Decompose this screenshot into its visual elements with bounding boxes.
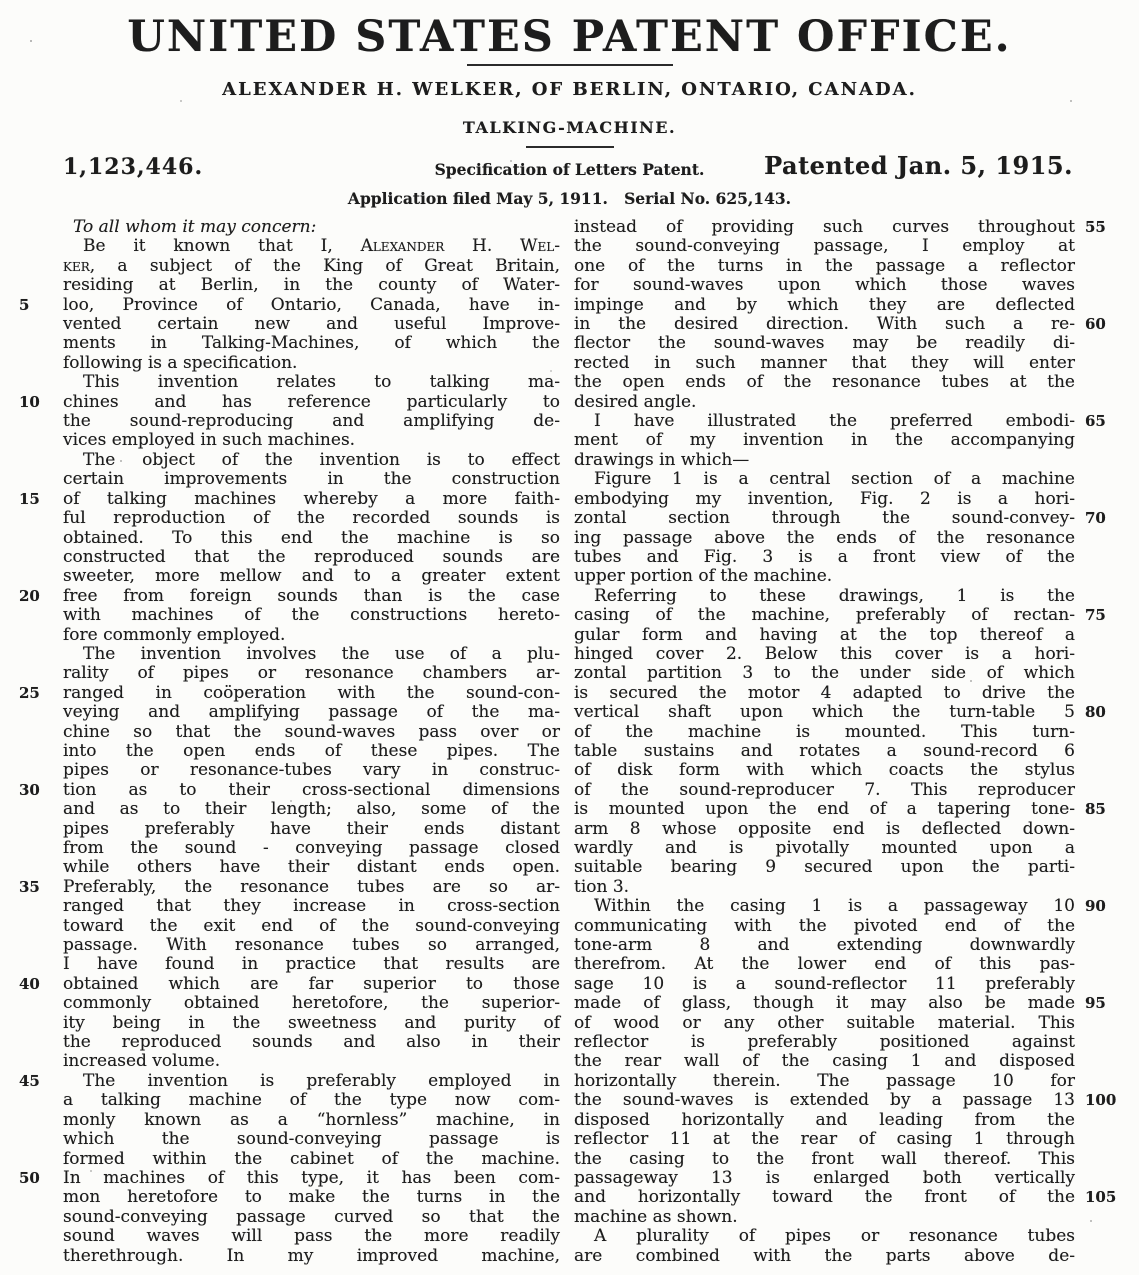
line-number: 60 xyxy=(1085,315,1106,334)
text-line: 30 tion as to their cross-sectional dimensions xyxy=(19,779,560,800)
text-line: from the sound - conveying passage closed xyxy=(63,838,560,858)
text-line: reflector is preferably positioned against xyxy=(574,1032,1075,1053)
line-number: 50 xyxy=(19,1168,40,1187)
text-line: with machines of the constructions hereto- xyxy=(63,605,560,626)
text-line: rality of pipes or resonance chambers ar- xyxy=(63,663,560,684)
text-line: the casing to the front wall thereof. This xyxy=(574,1148,1075,1169)
line-number: 20 xyxy=(19,586,40,605)
text-line: monly known as a “hornless” machine, in xyxy=(63,1109,560,1130)
text-line: sweeter, more mellow and to a greater extent xyxy=(63,566,560,587)
text-line: 45 The invention is preferably employed in xyxy=(19,1070,560,1091)
line-number: 30 xyxy=(19,780,40,799)
text-line: therethrough. In my improved machine, xyxy=(63,1245,560,1266)
text-line: for sound-waves upon which those waves xyxy=(574,275,1075,296)
text-line: 35 Preferably, the resonance tubes are so ar- xyxy=(19,876,560,897)
line-number: 45 xyxy=(19,1071,40,1090)
text-line: vented certain new and useful Improve- xyxy=(63,314,560,335)
text-line: embodying my invention, Fig. 2 is a hori- xyxy=(574,488,1075,509)
text-line: wardly and is pivotally mounted upon a xyxy=(574,838,1075,858)
text-line: chine so that the sound-waves pass over or xyxy=(63,721,560,742)
text-line: 10 chines and has reference particularly to xyxy=(19,391,560,412)
line-number: 80 xyxy=(1085,703,1106,722)
text-line: of disk form with which coacts the stylus xyxy=(574,760,1075,781)
text-line: 60 in the desired direction. With such a re- xyxy=(574,315,1075,334)
text-line: This invention relates to talking ma- xyxy=(83,372,560,393)
text-line: 90 Within the casing 1 is a passageway 10 xyxy=(574,897,1075,916)
line-number: 55 xyxy=(1085,218,1106,236)
text-line: passageway 13 is enlarged both vertically xyxy=(574,1167,1075,1188)
small-caps-text: Alexander H. Wel- xyxy=(360,236,560,257)
text-line: into the open ends of these pipes. The xyxy=(63,740,560,761)
text-line: pipes or resonance-tubes vary in construc- xyxy=(63,760,560,781)
text-line: 95 made of glass, though it may also be made xyxy=(574,994,1075,1013)
text-line: 65 I have illustrated the preferred embodi- xyxy=(574,412,1075,431)
text-line: ranged that they increase in cross-section xyxy=(63,896,560,917)
text-line: Be it known that I, Alexander H. Wel- xyxy=(83,236,560,257)
text-line: 15 of talking machines whereby a more faith- xyxy=(19,488,560,509)
text-line: increased volume. xyxy=(63,1051,221,1072)
text-line: are combined with the parts above de- xyxy=(574,1245,1075,1266)
line-number: 75 xyxy=(1085,606,1106,625)
text-line: upper portion of the machine. xyxy=(574,566,833,587)
text-line: 50 In machines of this type, it has been com- xyxy=(19,1167,560,1188)
text-line: veying and amplifying passage of the ma- xyxy=(63,702,560,723)
text-line: the rear wall of the casing 1 and disposed xyxy=(574,1051,1075,1072)
specification-label: Specification of Letters Patent. xyxy=(434,160,705,179)
text-line: pipes preferably have their ends distant xyxy=(63,818,560,839)
text-line: formed within the cabinet of the machine. xyxy=(63,1148,560,1169)
text-line: 5 loo, Province of Ontario, Canada, have in- xyxy=(19,294,560,315)
text-line: toward the exit end of the sound-conveying xyxy=(63,915,560,936)
text-line: the sound-conveying passage, I employ at xyxy=(574,236,1075,257)
left-column xyxy=(19,217,560,1266)
application-line: Application filed May 5, 1911. Serial No. 625,143. xyxy=(347,189,792,208)
text-line: sound waves will pass the more readily xyxy=(63,1226,560,1247)
text-line: ker, a subject of the King of Great Britain, xyxy=(63,255,560,276)
text-line: the open ends of the resonance tubes at the xyxy=(574,372,1075,393)
text-line: suitable bearing 9 secured upon the parti- xyxy=(574,857,1075,878)
text-line: communicating with the pivoted end of the xyxy=(574,915,1075,936)
text-line: 105 and horizontally toward the front of the xyxy=(574,1188,1075,1207)
text-line: table sustains and rotates a sound-record 6 xyxy=(574,740,1075,761)
text-line: of the sound-reproducer 7. This reproducer xyxy=(574,779,1075,800)
text-line: A plurality of pipes or resonance tubes xyxy=(594,1226,1075,1247)
text-line: of the machine is mounted. This turn- xyxy=(574,721,1075,742)
text-line: impinge and by which they are deflected xyxy=(574,294,1075,315)
text-line: therefrom. At the lower end of this pas- xyxy=(574,954,1075,975)
text-line: sage 10 is a sound-reflector 11 preferably xyxy=(574,973,1075,994)
text-line: tion 3. xyxy=(574,876,630,897)
text-line: ing passage above the ends of the resonance xyxy=(574,527,1075,548)
text-line: Referring to these drawings, 1 is the xyxy=(594,585,1075,606)
text-line: 20 free from foreign sounds than is the case xyxy=(19,585,560,606)
text-line: of wood or any other suitable material. This xyxy=(574,1012,1075,1033)
text-line: residing at Berlin, in the county of Water- xyxy=(63,275,560,296)
text-line: is secured the motor 4 adapted to drive the xyxy=(574,682,1075,703)
text-line: ments in Talking-Machines, of which the xyxy=(63,333,560,354)
line-number: 35 xyxy=(19,877,40,896)
small-divider xyxy=(526,146,614,148)
line-number: 90 xyxy=(1085,897,1106,916)
text-line: I have found in practice that results are xyxy=(63,954,560,975)
text-line: arm 8 whose opposite end is deflected down- xyxy=(574,818,1075,839)
text-line: obtained. To this end the machine is so xyxy=(63,527,560,548)
text-line: vices employed in such machines. xyxy=(63,430,356,451)
text-line: 40 obtained which are far superior to those xyxy=(19,973,560,994)
text-line: machine as shown. xyxy=(574,1206,738,1227)
text-line: drawings in which— xyxy=(574,449,750,470)
text-line: horizontally therein. The passage 10 for xyxy=(574,1070,1075,1091)
text-line: constructed that the reproduced sounds are xyxy=(63,546,560,567)
text-line: The invention involves the use of a plu- xyxy=(83,643,560,664)
text-line: certain improvements in the construction xyxy=(63,469,560,490)
text-line: which the sound-conveying passage is xyxy=(63,1129,560,1150)
text-line: gular form and having at the top thereof a xyxy=(574,624,1075,645)
text-line: ment of my invention in the accompanying xyxy=(574,430,1075,451)
inventor-line: ALEXANDER H. WELKER, OF BERLIN, ONTARIO, CANADA. xyxy=(222,79,917,100)
text-line: the sound-reproducing and amplifying de- xyxy=(63,411,560,432)
text-line: 25 ranged in coöperation with the sound-con- xyxy=(19,682,560,703)
text-line: Figure 1 is a central section of a machine xyxy=(594,469,1075,490)
text-line: passage. With resonance tubes so arranged, xyxy=(63,935,560,956)
small-caps-text: ker xyxy=(63,255,90,276)
text-line: the reproduced sounds and also in their xyxy=(63,1032,560,1053)
line-number: 40 xyxy=(19,974,40,993)
text-line: 80 vertical shaft upon which the turn-table 5 xyxy=(574,703,1075,722)
line-number: 65 xyxy=(1085,412,1106,431)
text-line: tubes and Fig. 3 is a front view of the xyxy=(574,546,1075,567)
line-number: 25 xyxy=(19,683,40,702)
text-line: reflector 11 at the rear of casing 1 through xyxy=(574,1129,1075,1150)
title-divider xyxy=(467,64,673,66)
line-number: 100 xyxy=(1085,1091,1117,1110)
line-number: 70 xyxy=(1085,509,1106,528)
text-line: a talking machine of the type now com- xyxy=(63,1090,560,1111)
text-line: while others have their distant ends open. xyxy=(63,857,560,878)
text-line: rected in such manner that they will enter xyxy=(574,352,1075,373)
text-line: tone-arm 8 and extending downwardly xyxy=(574,935,1075,956)
text-line: 75 casing of the machine, preferably of rectan- xyxy=(574,606,1075,625)
patented-date: Patented Jan. 5, 1915. xyxy=(764,151,1073,180)
text-line: fore commonly employed. xyxy=(63,624,286,645)
text-line: To all whom it may concern: xyxy=(73,217,317,237)
text-line: zontal partition 3 to the under side of which xyxy=(574,663,1075,684)
text-line: 55 instead of providing such curves throughout xyxy=(574,218,1075,237)
text-line: hinged cover 2. Below this cover is a hori- xyxy=(574,643,1075,664)
line-number: 5 xyxy=(19,295,30,314)
right-column xyxy=(574,217,1117,1266)
line-number: 95 xyxy=(1085,994,1106,1013)
invention-title: TALKING-MACHINE. xyxy=(462,118,677,137)
line-number: 105 xyxy=(1085,1188,1117,1207)
line-number: 15 xyxy=(19,489,40,508)
line-number: 85 xyxy=(1085,800,1106,819)
text-line: mon heretofore to make the turns in the xyxy=(63,1187,560,1208)
text-line: one of the turns in the passage a reflector xyxy=(574,255,1075,276)
page-title: UNITED STATES PATENT OFFICE. xyxy=(127,12,1012,62)
text-line: 70 zontal section through the sound-convey- xyxy=(574,509,1075,528)
text-line: 100 the sound-waves is extended by a passage 13 xyxy=(574,1091,1075,1110)
text-line: sound-conveying passage curved so that the xyxy=(63,1206,560,1227)
patent-number: 1,123,446. xyxy=(63,154,204,180)
text-line: desired angle. xyxy=(574,391,697,412)
text-line: ity being in the sweetness and purity of xyxy=(63,1012,560,1033)
text-line: The object of the invention is to effect xyxy=(83,449,560,470)
text-line: 85 is mounted upon the end of a tapering tone- xyxy=(574,800,1075,819)
text-line: flector the sound-waves may be readily di- xyxy=(574,333,1075,354)
text-line: and as to their length; also, some of the xyxy=(63,799,560,820)
text-line: following is a specification. xyxy=(63,352,298,373)
text-line: ful reproduction of the recorded sounds is xyxy=(63,508,560,529)
line-number: 10 xyxy=(19,392,40,411)
text-line: disposed horizontally and leading from the xyxy=(574,1109,1075,1130)
text-line: commonly obtained heretofore, the superior- xyxy=(63,993,560,1014)
